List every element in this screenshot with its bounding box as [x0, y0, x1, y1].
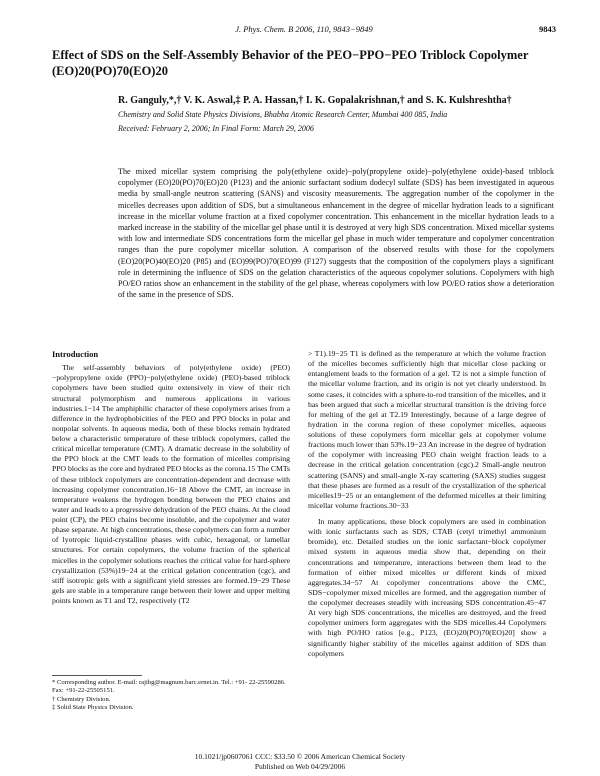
journal-reference: J. Phys. Chem. B 2006, 110, 9843−9849: [235, 24, 373, 34]
received-dates: Received: February 2, 2006; In Final Form: March 29, 2006: [118, 124, 314, 133]
right-column: [308, 349, 546, 659]
page-footer: [0, 752, 600, 771]
author-list: R. Ganguly,*,† V. K. Aswal,‡ P. A. Hassan,† I. K. Gopalakrishnan,† and S. K. Kulshreshtha†: [118, 95, 512, 106]
section-heading-introduction: Introduction: [52, 349, 99, 359]
published-line: Published on Web 04/29/2006: [254, 761, 346, 771]
abstract: The mixed micellar system comprising the poly(ethylene oxide)−poly(propylene oxide)−poly(ethylene oxide)-based triblock copolymer (EO)20(PO)70(EO)20 (P123) and the anionic surfactant sodium dodecyl sulfate (SDS) has been investigated in aqueous media by small-angle neutron scattering (SANS) and viscosity measurements. The aggregation number of the copolymer in the micelles decreases upon addition of SDS, but a simultaneous enhancement in the degree of micellar hydration leads to a significant increase in the micellar volume fraction at a fixed copolymer concentration. This enhancement in the micellar hydration leads to a marked increase in the stability of the micellar gel phase until it is destroyed at very high SDS concentration. Mixed micellar systems with low and intermediate SDS concentrations form the micellar gel phase in much wider temperature and copolymer concentration ranges than the pure copolymer micellar solution. A comparison of the observed results with those for the copolymers (EO)20(PO)40(EO)20 (P85) and (EO)99(PO)70(EO)99 (F127) suggests that the composition of the copolymers plays a significant role in determining the influence of SDS on the gelation characteristics of the aqueous copolymer solutions. Copolymers with high PO/EO ratios show an enhancement in the stability of the gel phase, whereas copolymers with low PO/EO ratios show a deterioration of the same in the presence of SDS.: [118, 167, 554, 300]
body-paragraph-1: > T1).19−25 T1 is defined as the temperature at which the volume fraction of the micelles becomes sufficiently high that micellar close packing or entanglement leads to the formation of a gel. T2 is not a simple function of the micellar volume fraction, and its origin is not yet clearly understood. In some cases, it coincides with a sphere-to-rod transition of the micelles, and it has been argued that such a micellar structural transition is the driving force for melting of the gel at T2.19 Interestingly, because of a large degree of hydration in the corona region of these copolymer micelles, aqueous solutions of these copolymers form micellar gels at copolymer volume fractions much lower than 53%.19−23 An increase in the degree of hydration of the copolymer with increasing PEO chain weight fraction leads to a decrease in the critical gelation concentration (cgc).2 Small-angle neutron scattering (SANS) and small-angle X-ray scattering (SAXS) studies suggest that these phases are formed as a result of the crystallization of the spherical micelles19−25 or an entanglement of the deformed micelles at their limiting micellar volume fractions.30−33: [308, 349, 546, 510]
footnotes: [52, 679, 290, 712]
footnote-corresponding: * Corresponding author. E-mail: rajibg@magnum.barc.ernet.in. Tel.: +91- 22-25590286. Fax: +91-22-25505151.: [52, 679, 286, 695]
intro-paragraph: The self-assembly behaviors of poly(ethylene oxide) (PEO)−polypropylene oxide (PPO)−poly(ethylene oxide) (PEO)-based triblock copolymers have been studied quite extensively in view of their rich structural polymorphism and numerous applications in various industries.1−14 The amphiphilic character of these copolymers arises from a difference in the hydrophobicities of the PEO and PPO blocks in polar and nonpolar solvents. In aqueous media, both of these blocks remain hydrated below a characteristic temperature of these triblock copolymers, called the critical micellar temperature (CMT). A dramatic decrease in the solubility of the PPO block at the CMT leads to the formation of micelles comprising PPO blocks as the core and hydrated PEO blocks as the corona.15 The CMTs of these triblock copolymers are concentration-dependent and decrease with increasing copolymer concentration.16−18 Above the CMT, an increase in temperature weakens the hydrogen bonding between the PEO chains and water and leads to a progressive dehydration of the PEO chains. At the cloud point (CP), the PEO chains become insoluble, and the copolymer and water phase separate. At high concentrations, these copolymers can form a number of lyotropic liquid-crystalline phases with cubic, hexagonal, or lamellar structures. For certain copolymers, the volume fraction of the spherical micelles in the copolymer solutions reaches the critical value for hard-sphere crystallization (53%)19−24 at the critical gelation concentration (cgc), and stiff isotropic gels with a significant yield stresses are formed.19−29 These gels are stable in a temperature range between their lower and upper melting points known as T1 and T2, respectively (T2: [52, 363, 291, 605]
body-paragraph-2: In many applications, these block copolymers are used in combination with ionic surfactants such as SDS, CTAB (cetyl trimethyl ammonium bromide), etc. Detailed studies on the ionic surfactant−block copolymer mixed system in aqueous media show that, depending on their concentrations and temperature, interactions between them lead to the formation of either mixed micelles or different kinds of mixed aggregates.34−57 At copolymer concentrations above the CMC, SDS−copolymer mixed micelles are formed, and the aggregation number of the copolymer decreases steadily with increasing SDS concentration.45−47 At very high SDS concentrations, the micelles are destroyed, and the freed copolymer unimers form aggregates with the SDS micelles.44 Copolymers with high PO/HO ratios [e.g., P123, (EO)20(PO)70(EO)20] show a significantly higher stability of the micelles against addition of SDS than copolymers: [308, 517, 546, 658]
footnote-ssp: ‡ Solid State Physics Division.: [52, 703, 134, 711]
footnote-divider: [52, 675, 142, 676]
page-number: 9843: [539, 24, 556, 34]
doi-line: 10.1021/jp0607061 CCC: $33.50 © 2006 American Chemical Society: [194, 752, 406, 761]
footnote-chemistry: † Chemistry Division.: [52, 695, 111, 703]
running-header: [52, 24, 556, 38]
affiliation: Chemistry and Solid State Physics Divisions, Bhabha Atomic Research Center, Mumbai 400 085, India: [118, 110, 448, 119]
left-column: [52, 349, 290, 606]
paper-title: Effect of SDS on the Self-Assembly Behavior of the PEO−PPO−PEO Triblock Copolymer (EO)20(PO)70(EO)20: [52, 48, 529, 78]
